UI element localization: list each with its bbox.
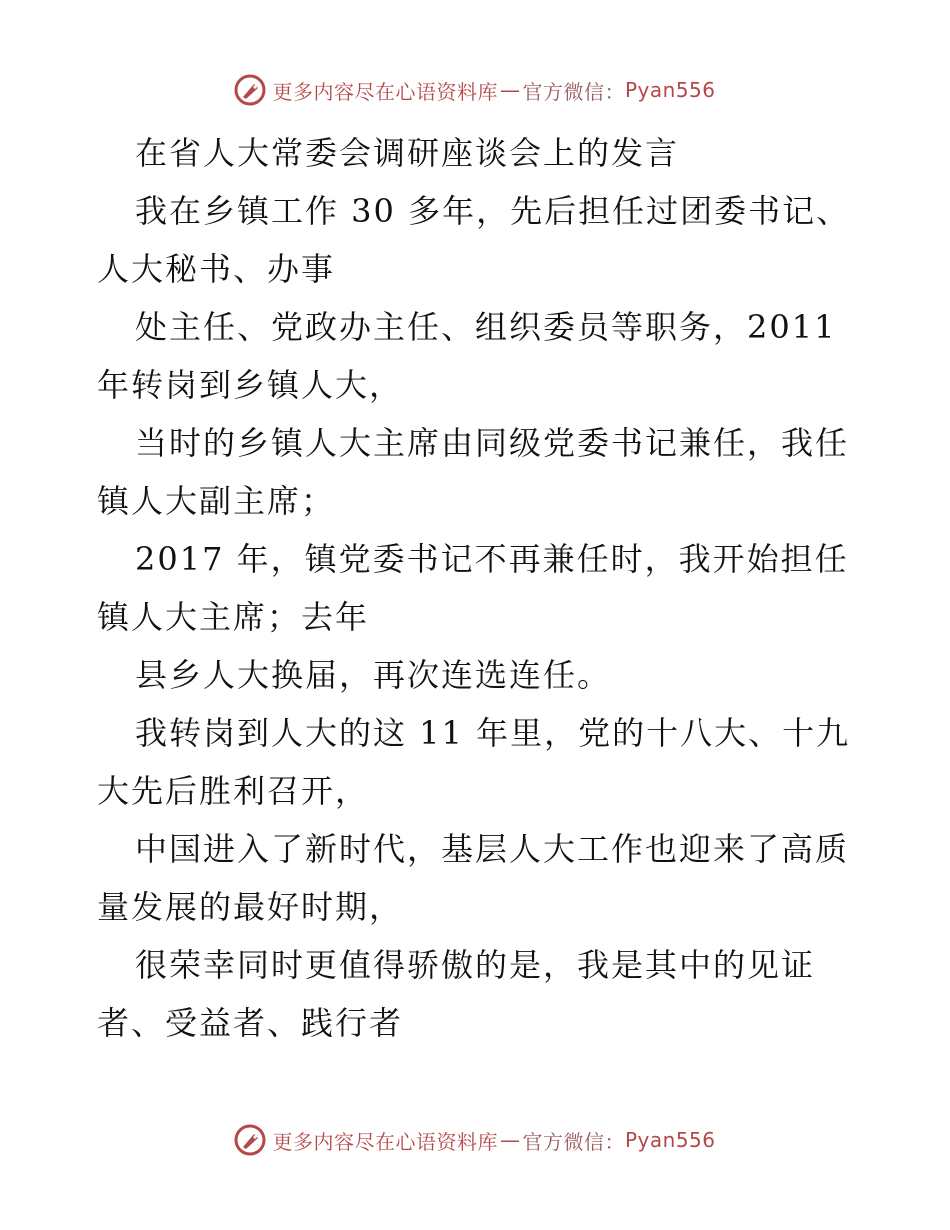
watermark-label: 官方微信： (522, 79, 625, 104)
pen-nib-logo-icon (234, 1124, 266, 1156)
paragraph-line: 中国进入了新时代，基层人大工作也迎来了高质 (135, 830, 850, 868)
document-body (97, 124, 867, 1052)
paragraph-line: 镇人大副主席； (97, 482, 336, 520)
paragraph-line: 镇人大主席；去年 (97, 598, 370, 636)
paragraph-line: 处主任、党政办主任、组织委员等职务，2011 (135, 308, 837, 346)
watermark-text: 更多内容尽在心语资料库 (272, 1129, 498, 1154)
paragraph-line: 人大秘书、办事 (97, 250, 336, 288)
paragraph-line: 大先后胜利召开， (97, 772, 370, 810)
paragraph-line: 量发展的最好时期， (97, 888, 404, 926)
paragraph-line: 县乡人大换届，再次连选连任。 (135, 656, 612, 694)
watermark-wechat-id: Pyan556 (624, 1128, 716, 1152)
footer-watermark (0, 1124, 950, 1156)
watermark-label: 官方微信： (522, 1129, 625, 1154)
paragraph-line: 2017 年，镇党委书记不再兼任时，我开始担任 (135, 540, 849, 578)
paragraph-line: 很荣幸同时更值得骄傲的是，我是其中的见证 (135, 946, 816, 984)
watermark-wechat-id: Pyan556 (624, 78, 716, 102)
paragraph-line: 年转岗到乡镇人大， (97, 366, 404, 404)
watermark-dash: — (499, 78, 521, 102)
document-title: 在省人大常委会调研座谈会上的发言 (135, 134, 680, 172)
watermark-dash: — (499, 1128, 521, 1152)
paragraph-line: 当时的乡镇人大主席由同级党委书记兼任，我任 (135, 424, 850, 462)
paragraph-line: 我转岗到人大的这 11 年里，党的十八大、十九 (135, 714, 851, 752)
watermark-text: 更多内容尽在心语资料库 (272, 79, 498, 104)
header-watermark (0, 74, 950, 106)
paragraph-line: 者、受益者、践行者 (97, 1004, 404, 1042)
pen-nib-logo-icon (234, 74, 266, 106)
paragraph-line: 我在乡镇工作 30 多年，先后担任过团委书记、 (135, 192, 851, 230)
